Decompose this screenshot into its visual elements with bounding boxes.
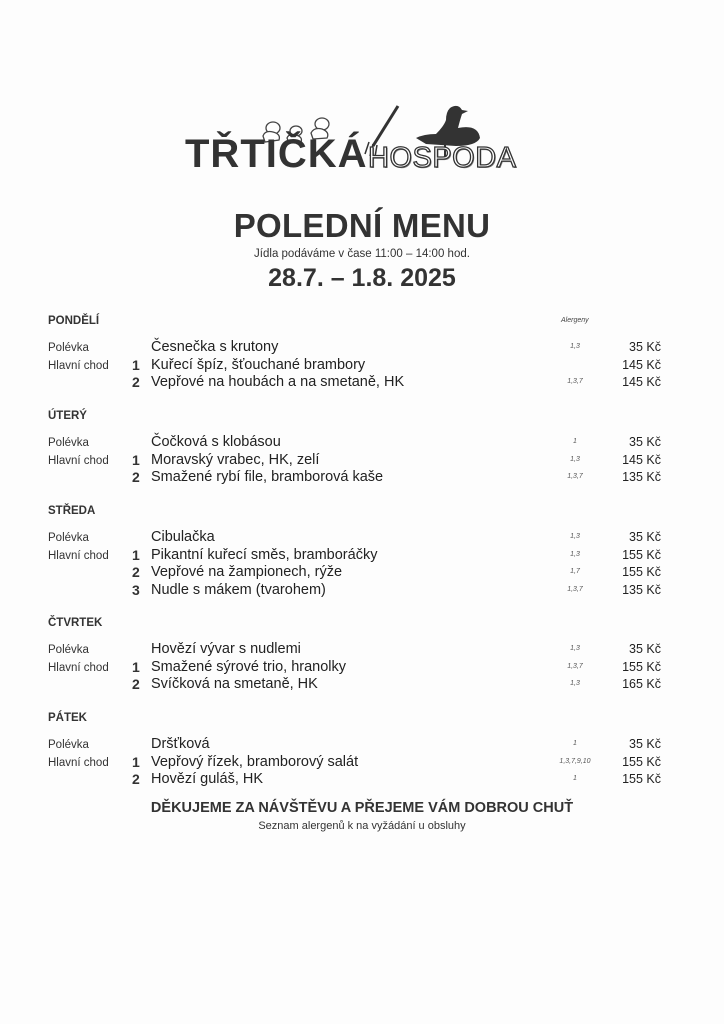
dish-name: Kuřecí špíz, šťouchané brambory	[151, 356, 366, 373]
allergens-column-header: Alergeny	[561, 317, 589, 324]
logo-name: TŘTIČKÁ	[185, 132, 368, 176]
item-price: 145 Kč	[622, 375, 661, 390]
dish-name: Hovězí vývar s nudlemi	[151, 641, 301, 657]
item-number: 3	[132, 582, 140, 599]
menu-item	[0, 659, 724, 676]
dish-name: Smažené rybí file, bramborová kaše	[151, 469, 384, 486]
item-category: Polévka	[48, 532, 89, 544]
item-category: Polévka	[48, 342, 89, 354]
item-number: 1	[132, 356, 140, 373]
allergen-note: Seznam alergenů k na vyžádání u obsluhy	[258, 820, 466, 832]
menu-item	[0, 547, 724, 564]
item-number: 1	[132, 753, 140, 770]
day-heading: PÁTEK	[48, 712, 87, 724]
allergen-codes: 1	[573, 438, 577, 445]
allergen-codes: 1,3	[570, 550, 580, 558]
logo-subtitle: HOSPODA	[368, 142, 517, 174]
item-category: Hlavní chod	[48, 359, 109, 372]
allergen-codes: 1,3,7,9,10	[559, 757, 591, 765]
menu-item	[0, 736, 724, 753]
item-price: 135 Kč	[622, 583, 661, 598]
item-number: 1	[132, 451, 140, 468]
item-category: Hlavní chod	[48, 661, 109, 674]
dish-name: Cibulačka	[151, 529, 215, 545]
item-price: 155 Kč	[622, 547, 661, 562]
item-number: 1	[132, 658, 140, 675]
dish-name: Pikantní kuřecí směs, bramboráčky	[151, 546, 378, 563]
item-price: 35 Kč	[629, 642, 661, 656]
dish-name: Vepřové na žampionech, rýže	[151, 564, 343, 581]
item-price: 135 Kč	[622, 470, 661, 485]
allergen-codes: 1	[573, 740, 577, 747]
item-number: 2	[132, 469, 140, 486]
item-number: 2	[132, 771, 140, 788]
dish-name: Moravský vrabec, HK, zelí	[151, 451, 320, 468]
item-category: Hlavní chod	[48, 549, 109, 562]
item-category: Polévka	[48, 739, 89, 751]
menu-item	[0, 564, 724, 581]
item-price: 145 Kč	[622, 452, 661, 467]
item-category: Polévka	[48, 437, 89, 449]
allergen-codes: 1,7	[570, 568, 580, 576]
day-heading: PONDĚLÍ	[48, 315, 100, 327]
dish-name: Nudle s mákem (tvarohem)	[151, 582, 326, 599]
menu-item	[0, 357, 724, 374]
dish-name: Čočková s klobásou	[151, 434, 281, 450]
allergen-codes: 1,3	[570, 645, 580, 652]
item-price: 35 Kč	[629, 737, 661, 751]
dish-name: Česnečka s krutony	[151, 339, 279, 355]
menu-item	[0, 754, 724, 771]
menu-item	[0, 529, 724, 546]
dish-name: Dršťková	[151, 736, 210, 752]
item-price: 165 Kč	[622, 677, 661, 692]
allergen-codes: 1	[573, 775, 577, 783]
restaurant-logo	[183, 98, 543, 178]
date-range: 28.7. – 1.8. 2025	[268, 264, 456, 292]
serving-hours: Jídla podáváme v čase 11:00 – 14:00 hod.	[254, 248, 470, 260]
allergen-codes: 1,3,7	[567, 378, 583, 386]
item-category: Hlavní chod	[48, 756, 109, 769]
menu-item	[0, 771, 724, 788]
dish-name: Svíčková na smetaně, HK	[151, 676, 318, 693]
thank-you-message: DĚKUJEME ZA NÁVŠTĚVU A PŘEJEME VÁM DOBROU CHUŤ	[150, 800, 574, 816]
dish-name: Smažené sýrové trio, hranolky	[151, 658, 347, 675]
menu-item	[0, 641, 724, 658]
menu-item	[0, 582, 724, 599]
item-price: 155 Kč	[622, 772, 661, 787]
item-price: 35 Kč	[629, 530, 661, 544]
menu-item	[0, 469, 724, 486]
item-price: 155 Kč	[622, 659, 661, 674]
day-heading: ÚTERÝ	[48, 410, 87, 422]
item-price: 35 Kč	[629, 435, 661, 449]
allergen-codes: 1,3	[570, 680, 580, 688]
item-category: Hlavní chod	[48, 454, 109, 467]
menu-item	[0, 452, 724, 469]
dish-name: Vepřové na houbách a na smetaně, HK	[151, 374, 405, 391]
allergen-codes: 1,3	[570, 343, 580, 350]
allergen-codes: 1,3,7	[567, 662, 583, 670]
menu-item	[0, 339, 724, 356]
menu-item	[0, 374, 724, 391]
menu-item	[0, 676, 724, 693]
page-title: POLEDNÍ MENU	[233, 207, 491, 244]
allergen-codes: 1,3,7	[567, 586, 583, 594]
item-category: Polévka	[48, 644, 89, 656]
day-heading: STŘEDA	[48, 505, 96, 517]
item-number: 2	[132, 676, 140, 693]
menu-item	[0, 434, 724, 451]
item-number: 2	[132, 564, 140, 581]
item-price: 145 Kč	[622, 357, 661, 372]
allergen-codes: 1,3	[570, 455, 580, 463]
dish-name: Hovězí guláš, HK	[151, 771, 264, 788]
item-number: 1	[132, 546, 140, 563]
item-price: 155 Kč	[622, 565, 661, 580]
day-heading: ČTVRTEK	[48, 617, 103, 629]
item-number: 2	[132, 374, 140, 391]
item-price: 155 Kč	[622, 754, 661, 769]
allergen-codes: 1,3,7	[567, 473, 583, 481]
allergen-codes: 1,3	[570, 533, 580, 540]
item-price: 35 Kč	[629, 340, 661, 354]
dish-name: Vepřový řízek, bramborový salát	[151, 753, 359, 770]
